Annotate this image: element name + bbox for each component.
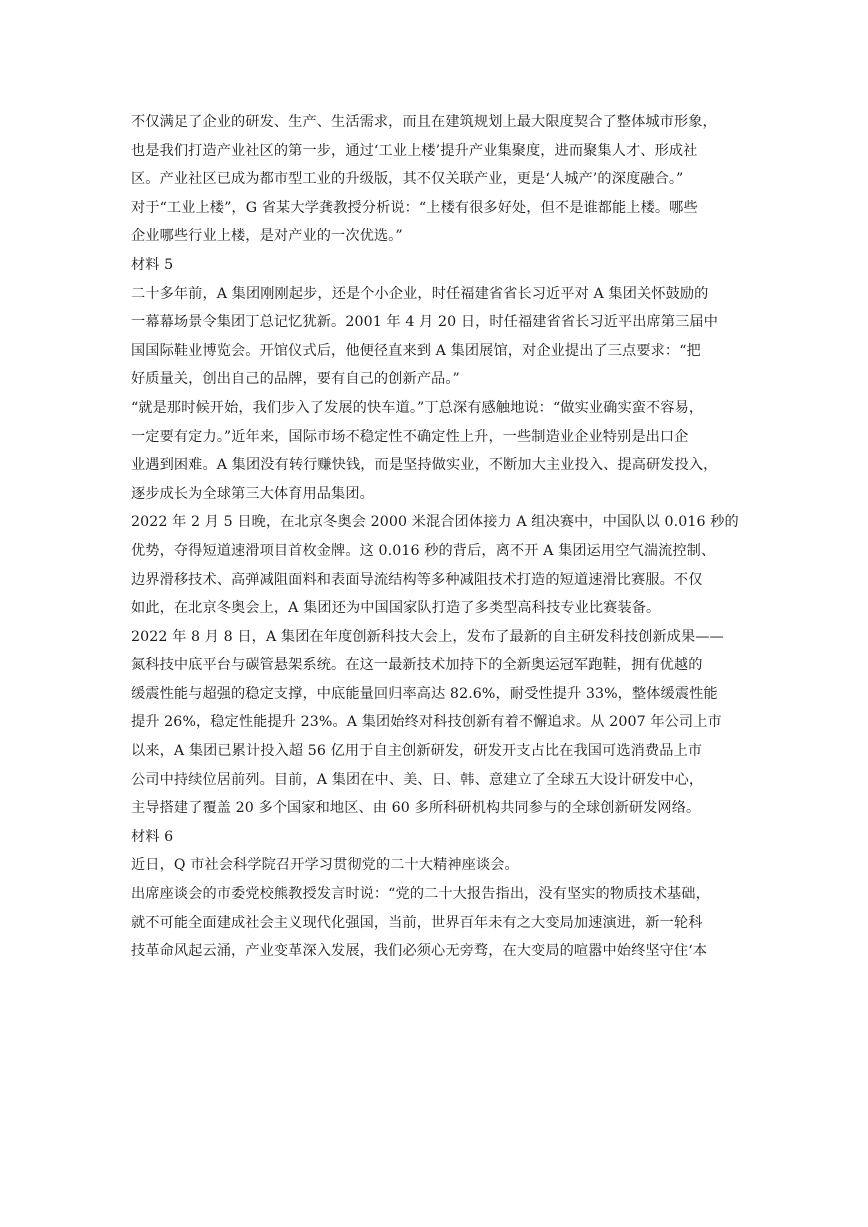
text-line: 以来，A 集团已累计投入超 56 亿用于自主创新研发，研发开支占比在我国可选消费品上市 <box>131 743 703 760</box>
text-line: 一定要有定力。”近年来，国际市场不稳定性不确定性上升，一些制造业企业特别是出口企 <box>131 428 689 445</box>
text-line: 缓震性能与超强的稳定支撑，中底能量回归率高达 82.6%，耐受性提升 33%，整体缓震性能 <box>131 685 718 702</box>
text-line: 也是我们打造产业社区的第一步，通过‘工业上楼’提升产业集聚度，进而聚集人才、形成社 <box>131 142 698 159</box>
text-line: 国国际鞋业博览会。开馆仪式后，他便径直来到 A 集团展馆，对企业提出了三点要求：“把 <box>131 342 701 359</box>
text-line: 优势，夺得短道速滑项目首枚金牌。这 0.016 秒的背后，离不开 A 集团运用空气湍流控制、 <box>131 542 716 559</box>
section-heading: 材料 5 <box>131 256 174 273</box>
text-line: 不仅满足了企业的研发、生产、生活需求，而且在建筑规划上最大限度契合了整体城市形象， <box>131 114 717 130</box>
text-line: 主导搭建了覆盖 20 多个国家和地区、由 60 多所科研机构共同参与的全球创新研发网络。 <box>131 800 701 817</box>
section-heading: 材料 6 <box>131 828 174 845</box>
text-line: 二十多年前，A 集团刚刚起步，还是个小企业，时任福建省省长习近平对 A 集团关怀鼓励的 <box>131 285 709 302</box>
text-line: 企业哪些行业上楼，是对产业的一次优选。” <box>131 228 403 245</box>
text-line: 2022 年 2 月 5 日晚，在北京冬奥会 2000 米混合团体接力 A 组决赛中，中国队以 0.016 秒的 <box>131 514 739 531</box>
body-text <box>131 108 791 966</box>
text-line: 近日，Q 市社会科学院召开学习贯彻党的二十大精神座谈会。 <box>131 857 519 874</box>
text-line: 一幕幕场景令集团丁总记忆犹新。2001 年 4 月 20 日，时任福建省省长习近平出席第三届中 <box>131 314 718 331</box>
text-line: 逐步成长为全球第三大体育用品集团。 <box>131 485 374 502</box>
text-line: 2022 年 8 月 8 日，A 集团在年度创新科技大会上，发布了最新的自主研发科技创新成果—— <box>131 628 724 645</box>
text-line: 氮科技中底平台与碳管悬架系统。在这一最新技术加持下的全新奥运冠军跑鞋，拥有优越的 <box>131 657 703 674</box>
text-line: 如此，在北京冬奥会上，A 集团还为中国国家队打造了多类型高科技专业比赛装备。 <box>131 600 661 617</box>
text-line: “就是那时候开始，我们步入了发展的快车道。”丁总深有感触地说：“做实业确实蛮不容易， <box>131 399 704 416</box>
text-line: 技革命风起云涌，产业变革深入发展，我们必须心无旁骛，在大变局的喧嚣中始终坚守住‘本 <box>131 943 708 960</box>
text-line: 对于“工业上楼”，G 省某大学龚教授分析说：“上楼有很多好处，但不是谁都能上楼。哪些 <box>131 199 698 216</box>
text-line: 好质量关，创出自己的品牌，要有自己的创新产品。” <box>131 371 460 388</box>
text-line: 区。产业社区已成为都市型工业的升级版，其不仅关联产业，更是‘人城产’的深度融合。” <box>131 171 684 188</box>
text-line: 就不可能全面建成社会主义现代化强国，当前，世界百年未有之大变局加速演进，新一轮科 <box>131 914 703 931</box>
text-line: 提升 26%，稳定性能提升 23%。A 集团始终对科技创新有着不懈追求。从 2007 年公司上市 <box>131 714 722 731</box>
text-line: 业遇到困难。A 集团没有转行赚快钱，而是坚持做实业，不断加大主业投入、提高研发投入， <box>131 457 718 474</box>
text-line: 公司中持续位居前列。目前，A 集团在中、美、日、韩、意建立了全球五大设计研发中心， <box>131 771 704 788</box>
text-line: 出席座谈会的市委党校熊教授发言时说：“党的二十大报告指出，没有坚实的物质技术基础， <box>131 886 710 903</box>
text-line: 边界滑移技术、高弹减阻面料和表面导流结构等多种减阻技术打造的短道速滑比赛服。不仅 <box>131 571 703 588</box>
